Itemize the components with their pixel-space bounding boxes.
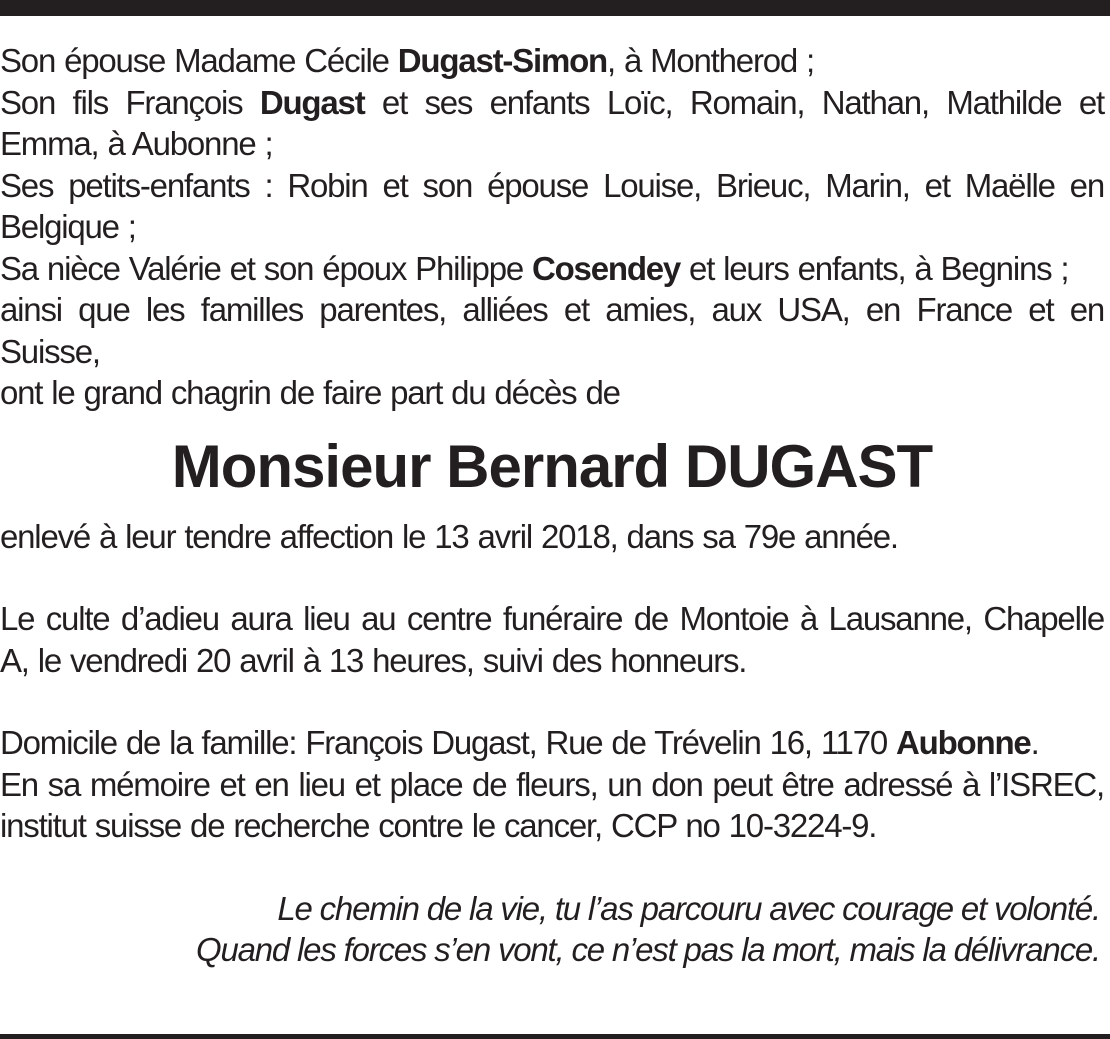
domicile-text: Domicile de la famille: François Dugast, Rue de Trévelin 16, 1170 [0, 724, 896, 761]
niece-text: Sa nièce Valérie et son époux Philippe [0, 249, 532, 287]
domicile-town: Aubonne [896, 724, 1031, 761]
domicile-info [0, 722, 1104, 764]
donation-info: En sa mémoire et en lieu et place de fleurs, un don peut être adressé à l’ISREC, institut suisse de recherche contre le cancer, CCP no 10-3224-9. [0, 765, 1104, 844]
announcement-line: ont le grand chagrin de faire part du décès de [0, 374, 620, 411]
closing-quote [0, 888, 1104, 971]
son-surname: Dugast [259, 83, 365, 121]
obituary-notice [0, 40, 1104, 971]
ceremony-info: Le culte d’adieu aura lieu au centre funéraire de Montoie à Lausanne, Chapelle A, le vendredi 20 avril à 13 heures, suivi des honneurs. [0, 600, 1104, 679]
death-notice: enlevé à leur tendre affection le 13 avril 2018, dans sa 79e année. [0, 517, 898, 555]
deceased-name: Monsieur Bernard DUGAST [171, 432, 933, 500]
family-relatives-line: ainsi que les familles parentes, alliées et amies, aux USA, en France et en Suisse, [0, 291, 1104, 370]
wife-surname: Dugast-Simon [397, 42, 608, 79]
family-niece-line [0, 248, 1104, 290]
son-children: et ses enfants Loïc, Romain, Nathan, Mathilde et Emma, à Aubonne ; [0, 83, 1104, 162]
niece-surname: Cosendey [531, 249, 681, 287]
family-wife-line [0, 40, 1104, 82]
quote-line-1: Le chemin de la vie, tu l’as parcouru avec courage et volonté. [277, 889, 1100, 927]
quote-line-2: Quand les forces s’en vont, ce n’est pas la mort, mais la délivrance. [196, 931, 1100, 968]
domicile-period: . [1030, 724, 1039, 761]
niece-location: et leurs enfants, à Begnins ; [680, 249, 1069, 287]
family-son-line [0, 82, 1104, 165]
wife-location: , à Montherod ; [607, 42, 814, 79]
bottom-rule [0, 1034, 1110, 1039]
wife-text: Son épouse Madame Cécile [0, 42, 398, 79]
son-text: Son fils François [0, 83, 260, 121]
family-grandchildren-line: Ses petits-enfants : Robin et son épouse Louise, Brieuc, Marin, et Maëlle en Belgique ; [0, 166, 1104, 245]
top-rule [0, 0, 1110, 16]
